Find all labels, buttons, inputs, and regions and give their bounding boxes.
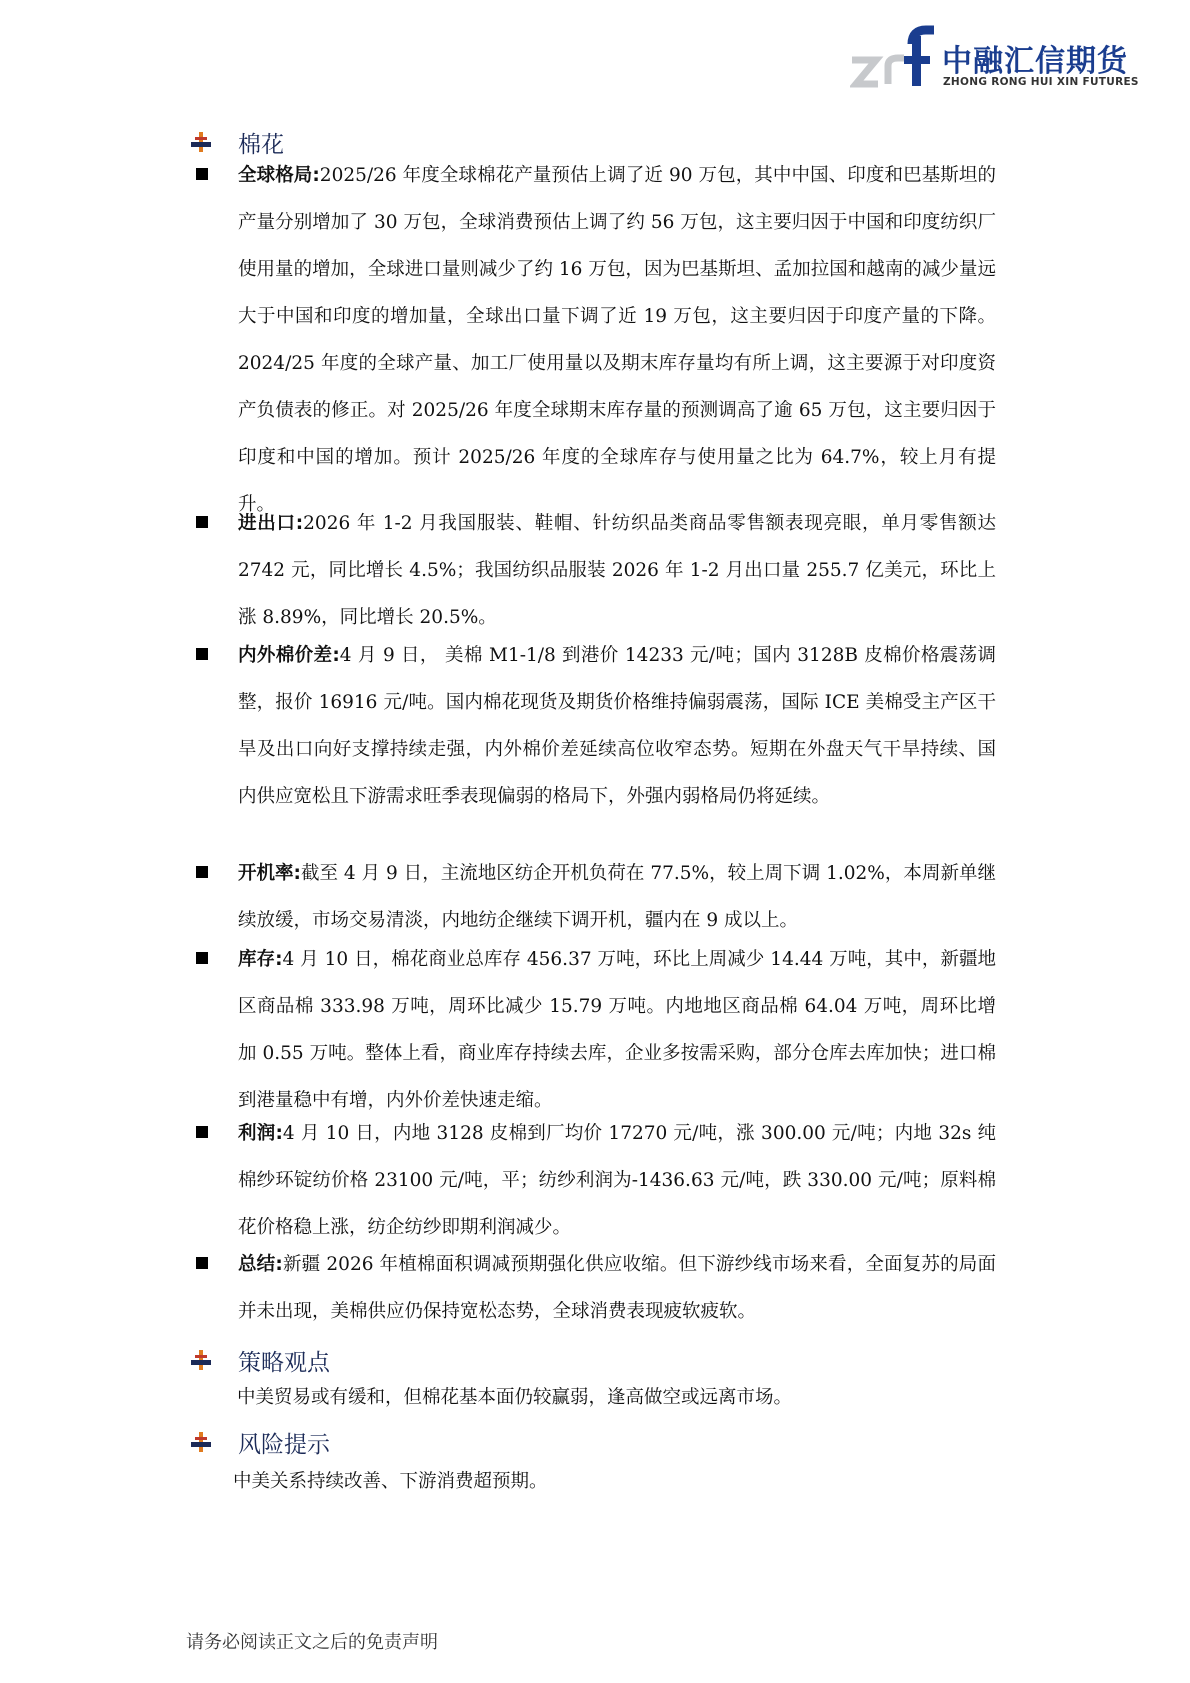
company-logo [850,22,1139,92]
item-text: 2026 年 1-2 月我国服装、鞋帽、针纺织品类商品零售额表现亮眼，单月零售额达 2742 元，同比增长 4.5%；我国纺织品服装 2026 年 1-2 月出口量 255.7 亿美元，环比上涨 8.89%，同比增长 20.5%。 [238,513,996,628]
logo-english-name: ZHONG RONG HUI XIN FUTURES [943,76,1139,88]
section-bullet-icon [190,1431,212,1453]
list-item [196,936,996,1124]
list-item [196,1241,996,1335]
zrf-logo-mark [850,22,938,92]
square-bullet-icon [196,1257,208,1269]
item-label: 进出口: [238,513,304,534]
item-text: 新疆 2026 年植棉面积调减预期强化供应收缩。但下游纱线市场来看，全面复苏的局面并未出现，美棉供应仍保持宽松态势，全球消费表现疲软疲软。 [238,1254,996,1322]
item-text: 2025/26 年度全球棉花产量预估上调了近 90 万包，其中中国、印度和巴基斯坦的产量分别增加了 30 万包，全球消费预估上调了约 56 万包，这主要归因于中国和印度纺织厂使用量的增加，全球进口量则减少了约 16 万包，因为巴基斯坦、孟加拉国和越南的减少量远大于中国和印度的增加量，全球出口量下调了近 19 万包，这主要归因于印度产量的下降。2024/25 年度的全球产量、加工厂使用量以及期末库存量均有所上调，这主要源于对印度资产负债表的修正。对 2025/26 年度全球期末库存量的预测调高了逾 65 万包，这主要归因于印度和中国的增加。预计 2025/26 年度的全球库存与使用量之比为 64.7%，较上月有提升。 [238,165,996,515]
square-bullet-icon [196,866,208,878]
list-item [196,1110,996,1251]
square-bullet-icon [196,1126,208,1138]
section-heading-risk [190,1424,330,1460]
section-title: 策略观点 [238,1349,330,1376]
section-title: 风险提示 [238,1431,330,1458]
item-label: 内外棉价差: [238,645,340,666]
item-text: 4 月 10 日，棉花商业总库存 456.37 万吨，环比上周减少 14.44 万吨，其中，新疆地区商品棉 333.98 万吨，周环比减少 15.79 万吨。内地地区商品棉 64.04 万吨，周环比增加 0.55 万吨。整体上看，商业库存持续去库，企业多按需采购，部分仓库去库加快；进口棉到港量稳中有增，内外价差快速走缩。 [238,949,996,1111]
item-label: 全球格局: [238,165,320,186]
footer-disclaimer: 请务必阅读正文之后的免责声明 [186,1632,438,1653]
strategy-text: 中美贸易或有缓和，但棉花基本面仍较赢弱，逢高做空或远离市场。 [237,1387,793,1408]
item-label: 利润: [238,1123,283,1144]
section-bullet-icon [190,1349,212,1371]
risk-text: 中美关系持续改善、下游消费超预期。 [233,1471,548,1492]
item-text: 截至 4 月 9 日，主流地区纺企开机负荷在 77.5%，较上周下调 1.02%，本周新单继续放缓，市场交易清淡，内地纺企继续下调开机，疆内在 9 成以上。 [238,863,996,931]
item-label: 总结: [238,1254,283,1275]
item-text: 4 月 9 日， 美棉 M1-1/8 到港价 14233 元/吨；国内 3128B 皮棉价格震荡调整，报价 16916 元/吨。国内棉花现货及期货价格维持偏弱震荡，国际 ICE 美棉受主产区干旱及出口向好支撑持续走强，内外棉价差延续高位收窄态势。短期在外盘天气干旱持续、国内供应宽松且下游需求旺季表现偏弱的格局下，外强内弱格局仍将延续。 [238,645,996,807]
item-label: 开机率: [238,863,301,884]
section-bullet-icon [190,131,212,153]
list-item [196,500,996,641]
logo-chinese-name: 中融汇信期货 [942,44,1128,79]
list-item [196,850,996,944]
square-bullet-icon [196,516,208,528]
section-heading-strategy [190,1342,330,1378]
item-label: 库存: [238,949,283,970]
list-item [196,152,996,528]
square-bullet-icon [196,648,208,660]
item-text: 4 月 10 日，内地 3128 皮棉到厂均价 17270 元/吨，涨 300.00 元/吨；内地 32s 纯棉纱环锭纺价格 23100 元/吨，平；纺纱利润为-1436.63 元/吨，跌 330.00 元/吨；原料棉花价格稳上涨，纺企纺纱即期利润减少。 [238,1123,996,1238]
square-bullet-icon [196,168,208,180]
square-bullet-icon [196,952,208,964]
list-item [196,632,996,820]
section-title: 棉花 [238,131,284,158]
